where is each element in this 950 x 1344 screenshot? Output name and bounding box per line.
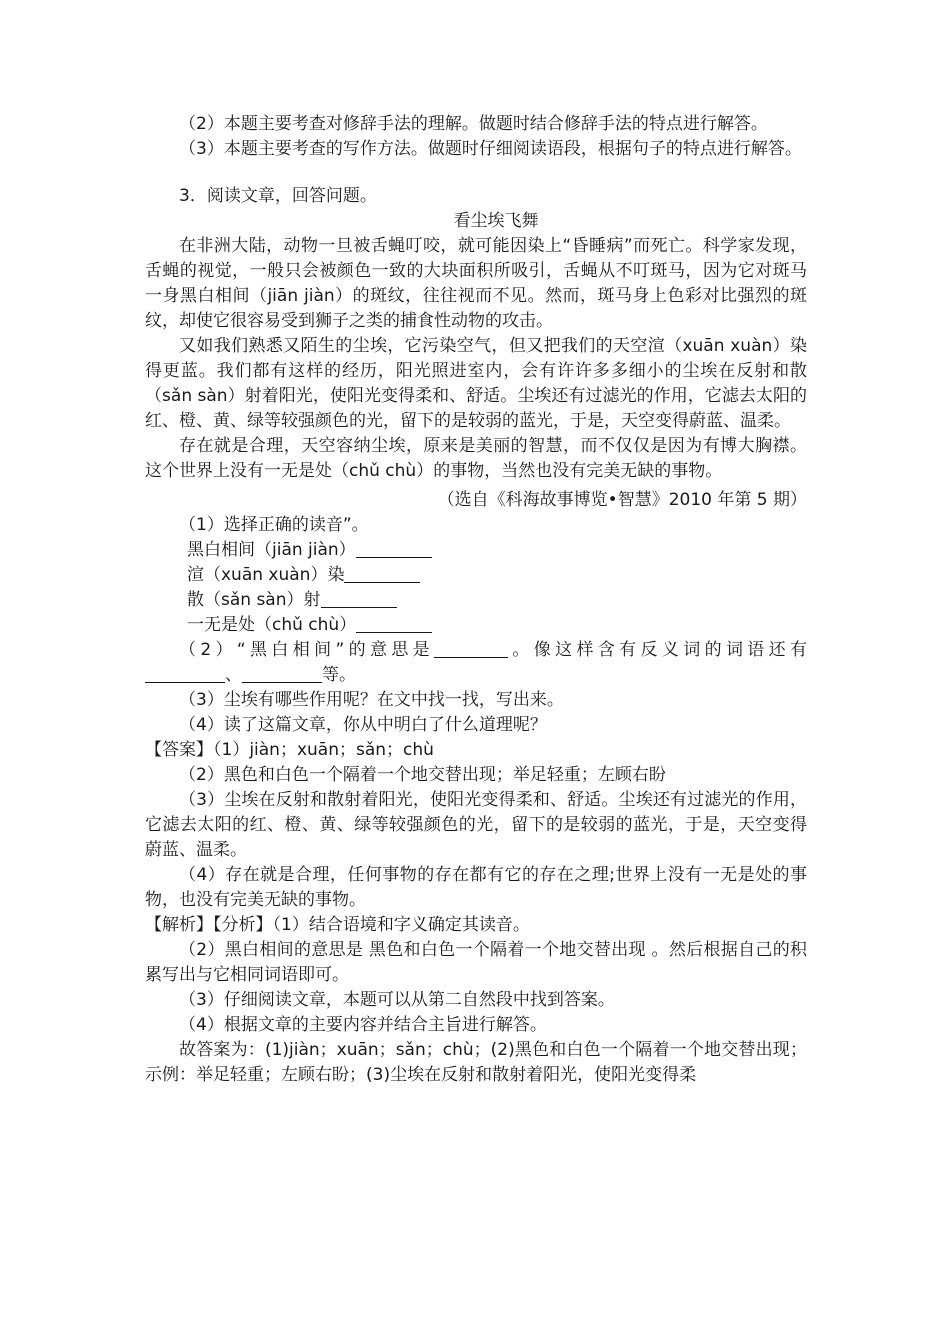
analysis-line-1 bbox=[145, 913, 807, 938]
pinyin-item-text: 渲（xuān xuàn）染 bbox=[187, 565, 345, 585]
answer-label: 【答案】 bbox=[145, 740, 213, 760]
article-source: （选自《科海故事博览•智慧》2010 年第 5 期） bbox=[437, 490, 807, 510]
article-title: 看尘埃飞舞 bbox=[453, 211, 539, 231]
answer-3: （3）尘埃在反射和散射着阳光，使阳光变得柔和、舒适。尘埃还有过滤光的作用，它滤去太阳的红、橙、黄、绿等较强颜色的光，留下的是较弱的蓝光，于是，天空变得蔚蓝、温柔。 bbox=[145, 790, 807, 860]
answer-1: （1）jiàn；xuān；sǎn；chù bbox=[213, 740, 434, 760]
sub-question-2-text: 。像这样含有反义词的词语还有 bbox=[508, 640, 808, 660]
pinyin-item-text: 一无是处（chǔ chù） bbox=[187, 615, 357, 635]
analysis-3: （3）仔细阅读文章，本题可以从第二自然段中找到答案。 bbox=[179, 990, 615, 1010]
separator: 、 bbox=[225, 665, 242, 685]
answer-2: （2）黑色和白色一个隔着一个地交替出现；举足轻重；左顾右盼 bbox=[179, 765, 666, 785]
prev-analysis-2: （2）本题主要考查对修辞手法的理解。做题时结合修辞手法的特点进行解答。 bbox=[179, 114, 768, 134]
sub-question-1-prompt: （1）选择正确的读音”。 bbox=[179, 515, 369, 535]
analysis-1: （1）结合语境和字义确定其读音。 bbox=[272, 915, 530, 935]
answer-blank[interactable] bbox=[356, 615, 432, 633]
answer-blank[interactable] bbox=[242, 665, 322, 683]
answer-blank[interactable] bbox=[145, 665, 225, 683]
answer-blank[interactable] bbox=[434, 640, 508, 658]
sub-question-2-line-2 bbox=[145, 663, 807, 688]
sub-question-2-end: 等。 bbox=[322, 665, 356, 685]
pinyin-item-text: 黑白相间（jiān jiàn） bbox=[187, 540, 356, 560]
prev-analysis-3: （3）本题主要考查的写作方法。做题时仔细阅读语段，根据句子的特点进行解答。 bbox=[179, 139, 802, 159]
answer-4: （4）存在就是合理，任何事物的存在都有它的存在之理;世界上没有一无是处的事物，也没有完美无缺的事物。 bbox=[145, 865, 807, 910]
question-heading: 3．阅读文章，回答问题。 bbox=[179, 186, 377, 206]
pinyin-item-1 bbox=[145, 538, 807, 563]
pinyin-item-3 bbox=[145, 588, 807, 613]
pinyin-item-4 bbox=[145, 613, 807, 638]
analysis-4: （4）根据文章的主要内容并结合主旨进行解答。 bbox=[179, 1015, 547, 1035]
article-paragraph-2: 又如我们熟悉又陌生的尘埃，它污染空气，但又把我们的天空渲（xuān xuàn）染得更蓝。我们都有这样的经历，阳光照进室内，会有许许多多细小的尘埃在反射和散（sǎn sàn）射着阳光，使阳光变得柔和、舒适。尘埃还有过滤光的作用，它滤去太阳的红、橙、黄、绿等较强颜色的光，留下的是较弱的蓝光，于是，天空变得蔚蓝、温柔。 bbox=[145, 336, 807, 431]
pinyin-item-2 bbox=[145, 563, 807, 588]
analysis-2: （2）黑白相间的意思是 黑色和白色一个隔着一个地交替出现 。然后根据自己的积累写出与它相同词语即可。 bbox=[145, 940, 807, 985]
sub-question-2-line-1 bbox=[145, 638, 807, 663]
answer-blank[interactable] bbox=[344, 565, 420, 583]
document-body bbox=[145, 112, 807, 1088]
analysis-summary: 故答案为：(1)jiàn；xuān；sǎn；chù；(2)黑色和白色一个隔着一个地交替出现；示例：举足轻重；左顾右盼；(3)尘埃在反射和散射着阳光，使阳光变得柔 bbox=[145, 1040, 807, 1085]
sub-question-2-text: （2）“黑白相间”的意思是 bbox=[179, 640, 435, 660]
pinyin-item-text: 散（sǎn sàn）射 bbox=[187, 590, 321, 610]
answer-line-1 bbox=[145, 738, 807, 763]
article-paragraph-3: 存在就是合理，天空容纳尘埃，原来是美丽的智慧，而不仅仅是因为有博大胸襟。这个世界上没有一无是处（chǔ chù）的事物，当然也没有完美无缺的事物。 bbox=[145, 436, 807, 481]
sub-question-4: （4）读了这篇文章，你从中明白了什么道理呢？ bbox=[179, 715, 547, 735]
sub-question-3: （3）尘埃有哪些作用呢？在文中找一找，写出来。 bbox=[179, 690, 564, 710]
answer-blank[interactable] bbox=[356, 540, 432, 558]
spacer bbox=[145, 162, 807, 184]
article-paragraph-1: 在非洲大陆，动物一旦被舌蝇叮咬，就可能因染上“昏睡病”而死亡。科学家发现，舌蝇的视觉，一般只会被颜色一致的大块面积所吸引，舌蝇从不叮斑马，因为它对斑马一身黑白相间（jiān jiàn）的斑纹，往往视而不见。然而，斑马身上色彩对比强烈的斑纹，却使它很容易受到狮子之类的捕食性动物的攻击。 bbox=[145, 236, 807, 331]
analysis-label: 【解析】【分析】 bbox=[145, 915, 273, 935]
answer-blank[interactable] bbox=[321, 590, 397, 608]
